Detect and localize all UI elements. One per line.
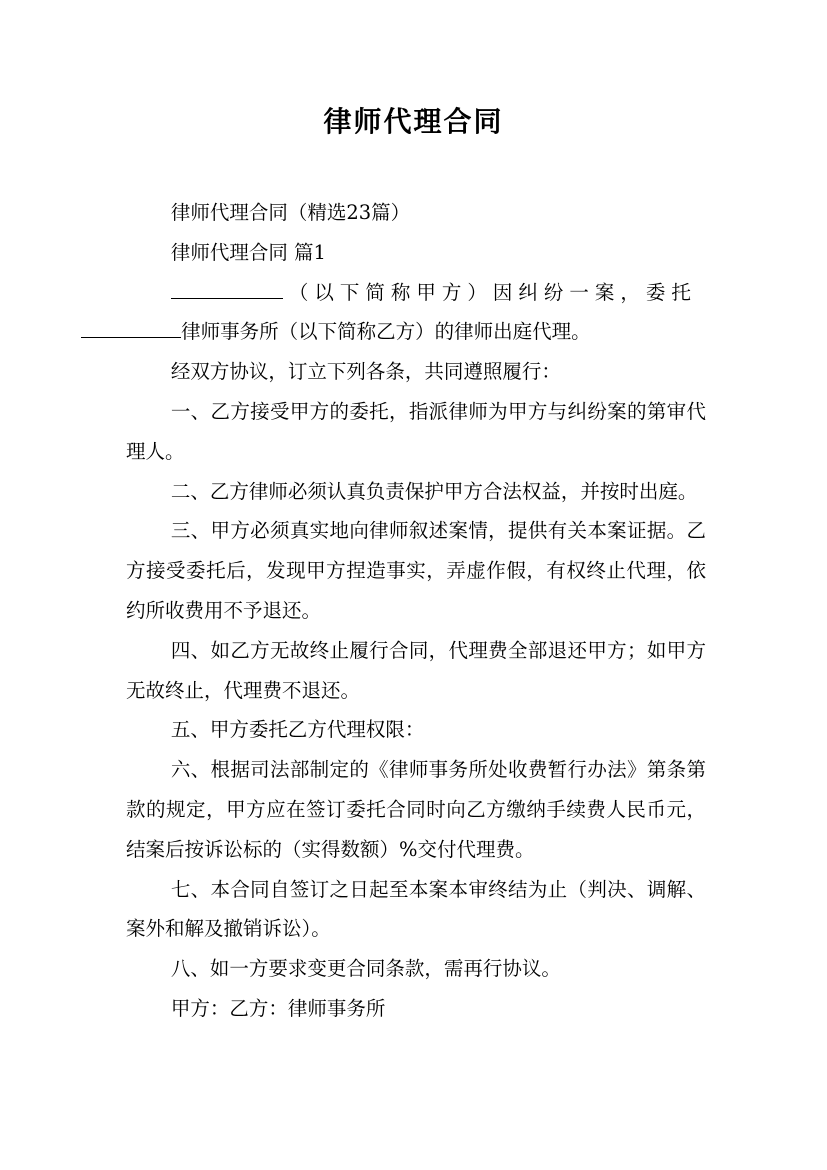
intro-line-2: 律师事务所（以下简称乙方）的律师出庭代理。 <box>181 320 591 344</box>
section-heading: 律师代理合同 篇1 <box>170 240 326 264</box>
clause-paragraph: 六、根据司法部制定的《律师事务所处收费暂行办法》第条第款的规定，甲方应在签订委托合同时向乙方缴纳手续费人民币元，结案后按诉讼标的（实得数额）%交付代理费。 <box>126 758 706 861</box>
clause-paragraph: 八、如一方要求变更合同条款，需再行协议。 <box>170 957 561 981</box>
agreement-paragraph: 经双方协议，订立下列各条，共同遵照履行： <box>170 360 561 384</box>
signature-line: 甲方：乙方：律师事务所 <box>170 996 386 1020</box>
document-title: 律师代理合同 <box>323 105 504 138</box>
clause-paragraph: 四、如乙方无故终止履行合同，代理费全部退还甲方；如甲方无故终止，代理费不退还。 <box>126 638 706 702</box>
clause-paragraph: 七、本合同自签订之日起至本案本审终结为止（判决、调解、案外和解及撤销诉讼）。 <box>126 877 706 941</box>
law-firm-blank <box>81 318 181 339</box>
clause-paragraph: 三、甲方必须真实地向律师叙述案情，提供有关本案证据。乙方接受委托后，发现甲方捏造事实，弄虚作假，有权终止代理，依约所收费用不予退还。 <box>126 519 706 622</box>
party-a-blank <box>171 278 283 299</box>
intro-paragraph <box>126 273 706 353</box>
clause-paragraph: 一、乙方接受甲方的委托，指派律师为甲方与纠纷案的第审代理人。 <box>126 399 706 463</box>
intro-line-1: （以下简称甲方）因纠纷一案，委托 <box>288 280 697 304</box>
clause-paragraph: 五、甲方委托乙方代理权限： <box>170 718 425 742</box>
clause-paragraph: 二、乙方律师必须认真负责保护甲方合法权益，并按时出庭。 <box>170 479 698 503</box>
subtitle: 律师代理合同（精选23篇） <box>170 201 411 224</box>
document-body <box>126 193 706 1029</box>
